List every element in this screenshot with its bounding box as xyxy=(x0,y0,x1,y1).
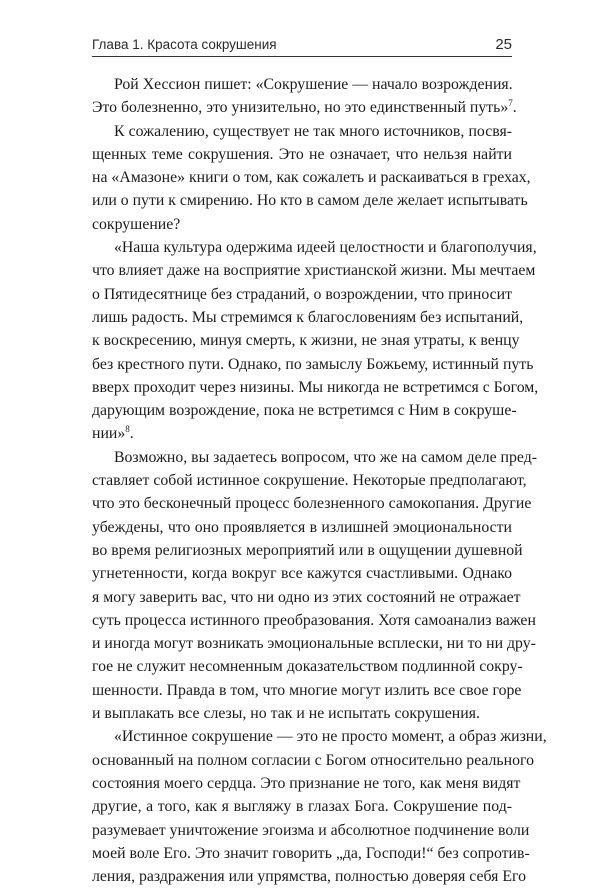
text-line: шенности. Правда в том, что многие могут излить все свое горе xyxy=(92,681,522,699)
page-body xyxy=(92,73,547,888)
text-line: что влияет даже на восприятие христианской жизни. Мы мечтаем xyxy=(92,262,536,280)
text-line: Рой Хессион пишет: «Сокрушение — начало возрождения. xyxy=(114,76,513,93)
text-line: на «Амазоне» книги о том, как сожалеть и раскаиваться в грехах, xyxy=(92,169,531,187)
text-line: состояния моего сердца. Это признание не того, как меня видят xyxy=(92,774,521,792)
text-line: Возможно, вы задаетесь вопросом, что же на самом деле пред- xyxy=(114,448,537,466)
text-line: «Наша культура одержима идеей целостности и благополучия, xyxy=(114,239,537,257)
page-number: 25 xyxy=(495,36,512,53)
text-line: что это бесконечный процесс болезненного самокопания. Другие xyxy=(92,495,532,513)
running-header xyxy=(92,34,512,57)
text-line: во время религиозных мероприятий или в ощущении душевной xyxy=(92,541,523,559)
text-line: о Пятидесятнице без страданий, о возрождении, что приносит xyxy=(92,285,512,303)
text-line: без крестного пути. Однако, по замыслу Божьему, истинный путь xyxy=(92,355,534,373)
footnote-marker: 8 xyxy=(125,424,130,435)
text-line: нии»$^8$. xyxy=(92,424,134,443)
paragraph xyxy=(92,120,531,236)
text-line: суть процесса истинного преобразования. Хотя самоанализ важен xyxy=(92,611,536,629)
text-line: и иногда могут возникать эмоциональные всплески, ни то ни дру- xyxy=(92,635,536,653)
text-line: к воскресению, минуя смерть, к жизни, не зная утраты, к венцу xyxy=(92,332,520,350)
text-line: лишь радость. Мы стремимся к благословениям без испытаний, xyxy=(92,308,524,326)
text-line: Это болезненно, это унизительно, но это единственный путь»$^7$. xyxy=(92,98,517,117)
text-line: щенных теме сокрушения. Это не означает, что нельзя найти xyxy=(92,145,512,163)
text-line: разумевает уничтожение эгоизма и абсолютное подчинение воли xyxy=(92,821,530,839)
text-line: «Истинное сокрушение — это не просто момент, а образ жизни, xyxy=(114,728,547,746)
text-line: ления, раздражения или упрямства, полностью доверяя себя Его xyxy=(92,868,526,886)
text-line: или о пути к смирению. Но кто в самом деле желает испытывать xyxy=(92,192,528,210)
text-line: убеждены, что оно проявляется в излишней эмоциональности xyxy=(92,518,512,536)
text-line: другие, а того, как я выгляжу в глазах Бога. Сокрушение под- xyxy=(92,798,512,816)
text-line: я могу заверить вас, что ни одно из этих состояний не отражает xyxy=(92,588,521,606)
paragraph xyxy=(92,236,539,446)
text-line: ставляет собой истинное сокрушение. Некоторые предполагают, xyxy=(92,472,527,490)
text-line: моей воле Его. Это значит говорить „да, Господи!“ без сопротив- xyxy=(92,844,530,862)
text-line: вверх проходит через низины. Мы никогда не встретимся с Богом, xyxy=(92,378,539,396)
text-line: угнетенности, когда вокруг все кажутся счастливыми. Однако xyxy=(92,565,512,583)
paragraph xyxy=(92,446,537,726)
footnote-marker: 7 xyxy=(508,98,513,109)
paragraph xyxy=(92,73,517,120)
text-line: основанный на полном согласии с Богом относительно реального xyxy=(92,751,534,769)
text-line: и выплакать все слезы, но так и не испытать сокрушения. xyxy=(92,705,480,723)
text-line: дарующим возрождение, пока не встретимся с Ним в сокруше- xyxy=(92,402,517,420)
chapter-title: Глава 1. Красота сокрушения xyxy=(92,37,277,52)
text-line: гое не служит несомненным доказательством подлинной сокру- xyxy=(92,658,523,676)
text-line: К сожалению, существует не так много источников, посвя- xyxy=(114,122,512,140)
text-line: сокрушение? xyxy=(92,215,181,233)
